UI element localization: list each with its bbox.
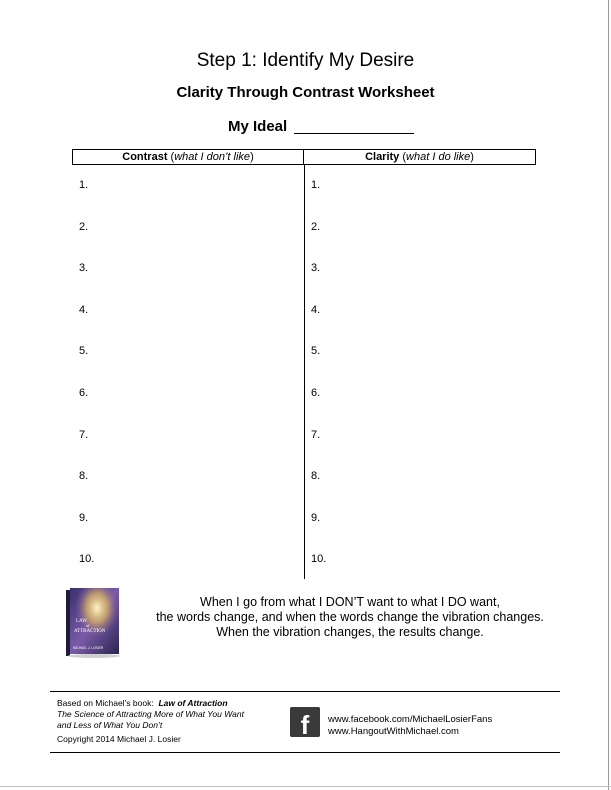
contrast-header-bold: Contrast xyxy=(122,151,168,163)
hangout-link[interactable]: www.HangoutWithMichael.com xyxy=(328,726,459,737)
footer-divider-top xyxy=(50,691,560,692)
facebook-link[interactable]: www.facebook.com/MichaelLosierFans xyxy=(328,714,493,725)
page-border-right xyxy=(608,0,609,790)
footer-divider-bottom xyxy=(50,752,560,753)
contrast-row-number: 5. xyxy=(79,345,89,357)
footer-links xyxy=(328,714,492,738)
column-divider xyxy=(304,164,305,579)
clarity-row-number: 4. xyxy=(311,304,321,316)
footer-subtitle-1: The Science of Attracting More of What You Want xyxy=(57,709,244,719)
contrast-row-number: 8. xyxy=(79,470,89,482)
book-title-line1: LAW xyxy=(76,619,87,624)
contrast-row-number: 2. xyxy=(79,221,89,233)
book-author: MICHAEL J. LOSIER xyxy=(73,646,103,650)
contrast-row-number: 4. xyxy=(79,304,89,316)
quote-line-3: When the vibration changes, the results change. xyxy=(216,625,484,639)
table-header xyxy=(72,149,536,165)
clarity-header-italic: what I do like xyxy=(406,151,471,163)
contrast-row-number: 6. xyxy=(79,387,89,399)
quote-line-1: When I go from what I DON’T want to what I DO want, xyxy=(200,595,500,609)
contrast-row-number: 9. xyxy=(79,512,89,524)
my-ideal-blank-line[interactable] xyxy=(294,133,414,134)
clarity-row-number: 8. xyxy=(311,470,321,482)
clarity-row-number: 1. xyxy=(311,179,321,191)
contrast-header-italic: what I don’t like xyxy=(174,151,251,163)
facebook-icon[interactable] xyxy=(290,707,320,737)
quote-line-2: the words change, and when the words change the vibration changes. xyxy=(156,610,544,624)
footer-book-info xyxy=(57,698,244,745)
book-cover-image xyxy=(66,588,121,658)
contrast-row-number: 3. xyxy=(79,262,89,274)
clarity-row-number: 10. xyxy=(311,553,327,565)
quote xyxy=(140,595,560,640)
clarity-row-number: 2. xyxy=(311,221,321,233)
footer-based-on: Based on Michael’s book: xyxy=(57,698,154,708)
page-title: Step 1: Identify My Desire xyxy=(196,50,415,71)
my-ideal-label: My Ideal xyxy=(228,118,288,135)
contrast-row-number: 10. xyxy=(79,553,95,565)
page-border-bottom xyxy=(0,786,611,787)
clarity-row-number: 9. xyxy=(311,512,321,524)
clarity-column-header: Clarity (what I do like) xyxy=(365,151,474,163)
book-title-line2: of xyxy=(86,623,90,628)
contrast-row-number: 7. xyxy=(79,429,89,441)
clarity-row-number: 3. xyxy=(311,262,321,274)
clarity-row-number: 6. xyxy=(311,387,321,399)
footer-subtitle-2: and Less of What You Don’t xyxy=(57,720,163,730)
footer-copyright: Copyright 2014 Michael J. Losier xyxy=(57,734,181,744)
clarity-header-bold: Clarity xyxy=(365,151,400,163)
contrast-column-header: Contrast (what I don’t like) xyxy=(73,150,304,164)
clarity-row-number: 5. xyxy=(311,345,321,357)
facebook-letter: f xyxy=(300,710,310,737)
worksheet-subtitle: Clarity Through Contrast Worksheet xyxy=(176,84,435,101)
contrast-row-number: 1. xyxy=(79,179,89,191)
book-title-line3: ATTRACTION xyxy=(74,629,106,634)
clarity-row-number: 7. xyxy=(311,429,321,441)
footer-book-title: Law of Attraction xyxy=(158,698,228,708)
